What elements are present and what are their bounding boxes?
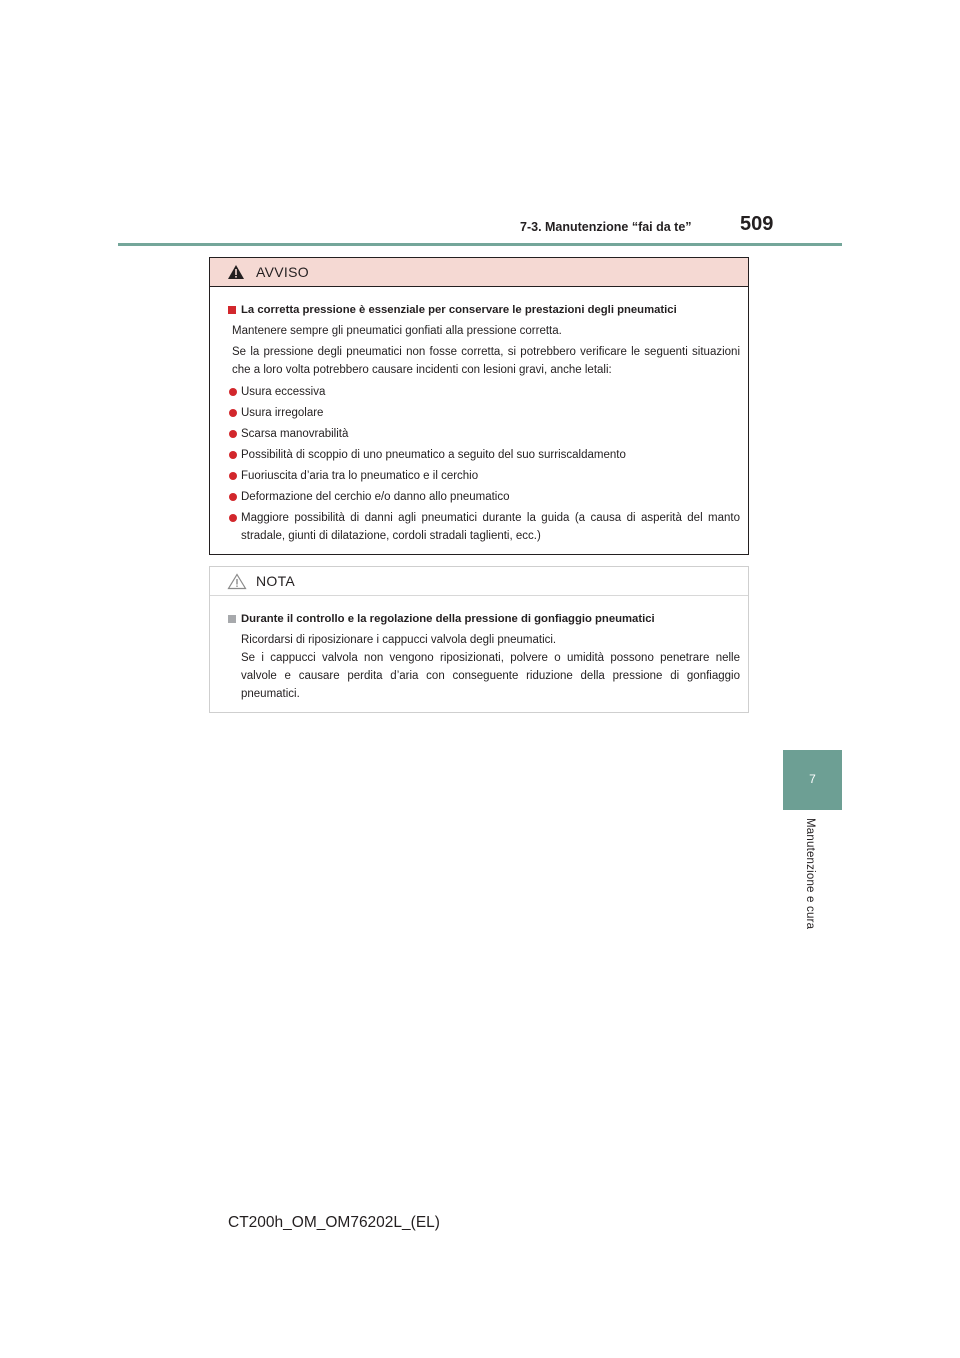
chapter-label: Manutenzione e cura [804, 818, 816, 930]
warning-header [210, 258, 748, 287]
list-item: Scarsa manovrabilità [228, 425, 740, 443]
warning-bullet-list [228, 383, 740, 545]
list-item: Maggiore possibilità di danni agli pneumatici durante la guida (a causa di asperità del manto stradale, giunti di dilatazione, cordoli stradali taglienti, ecc.) [228, 509, 740, 545]
warning-topic: La corretta pressione è essenziale per conservare le prestazioni degli pneumatici [228, 301, 740, 319]
warning-body [210, 287, 748, 545]
header-divider [118, 243, 842, 246]
warning-triangle-icon [227, 264, 245, 280]
warning-detail: Se la pressione degli pneumatici non fosse corretta, si potrebbero verificare le seguenti situazioni che a loro volta potrebbero causare incidenti con lesioni gravi, anche letali: [232, 346, 740, 376]
chapter-tab [783, 750, 842, 810]
caution-triangle-icon [227, 573, 247, 590]
list-item: Usura irregolare [228, 404, 740, 422]
warning-box [209, 257, 749, 555]
chapter-number: 7 [809, 772, 816, 786]
note-line-1: Ricordarsi di riposizionare i cappucci valvola degli pneumatici. [241, 634, 557, 646]
note-body [210, 596, 748, 703]
list-item: Usura eccessiva [228, 383, 740, 401]
list-item: Possibilità di scoppio di uno pneumatico a seguito del suo surriscaldamento [228, 446, 740, 464]
document-code: CT200h_OM_OM76202L_(EL) [228, 1214, 440, 1231]
warning-title: AVVISO [256, 264, 309, 280]
note-topic: Durante il controllo e la regolazione della pressione di gonfiaggio pneumatici [228, 610, 740, 628]
section-title: 7-3. Manutenzione “fai da te” [520, 220, 692, 234]
note-title: NOTA [256, 573, 296, 589]
page-number: 509 [740, 213, 774, 235]
warning-intro: Mantenere sempre gli pneumatici gonfiati alla pressione corretta. [232, 325, 562, 337]
list-item: Fuoriuscita d’aria tra lo pneumatico e il cerchio [228, 467, 740, 485]
list-item: Deformazione del cerchio e/o danno allo pneumatico [228, 488, 740, 506]
note-header [210, 567, 748, 596]
note-box [209, 566, 749, 713]
note-line-2: Se i cappucci valvola non vengono riposizionati, polvere o umidità possono penetrare nelle valvole e causare perdita d’aria con conseguente riduzione della pressione di gonfiaggio pneumatici. [241, 652, 740, 700]
